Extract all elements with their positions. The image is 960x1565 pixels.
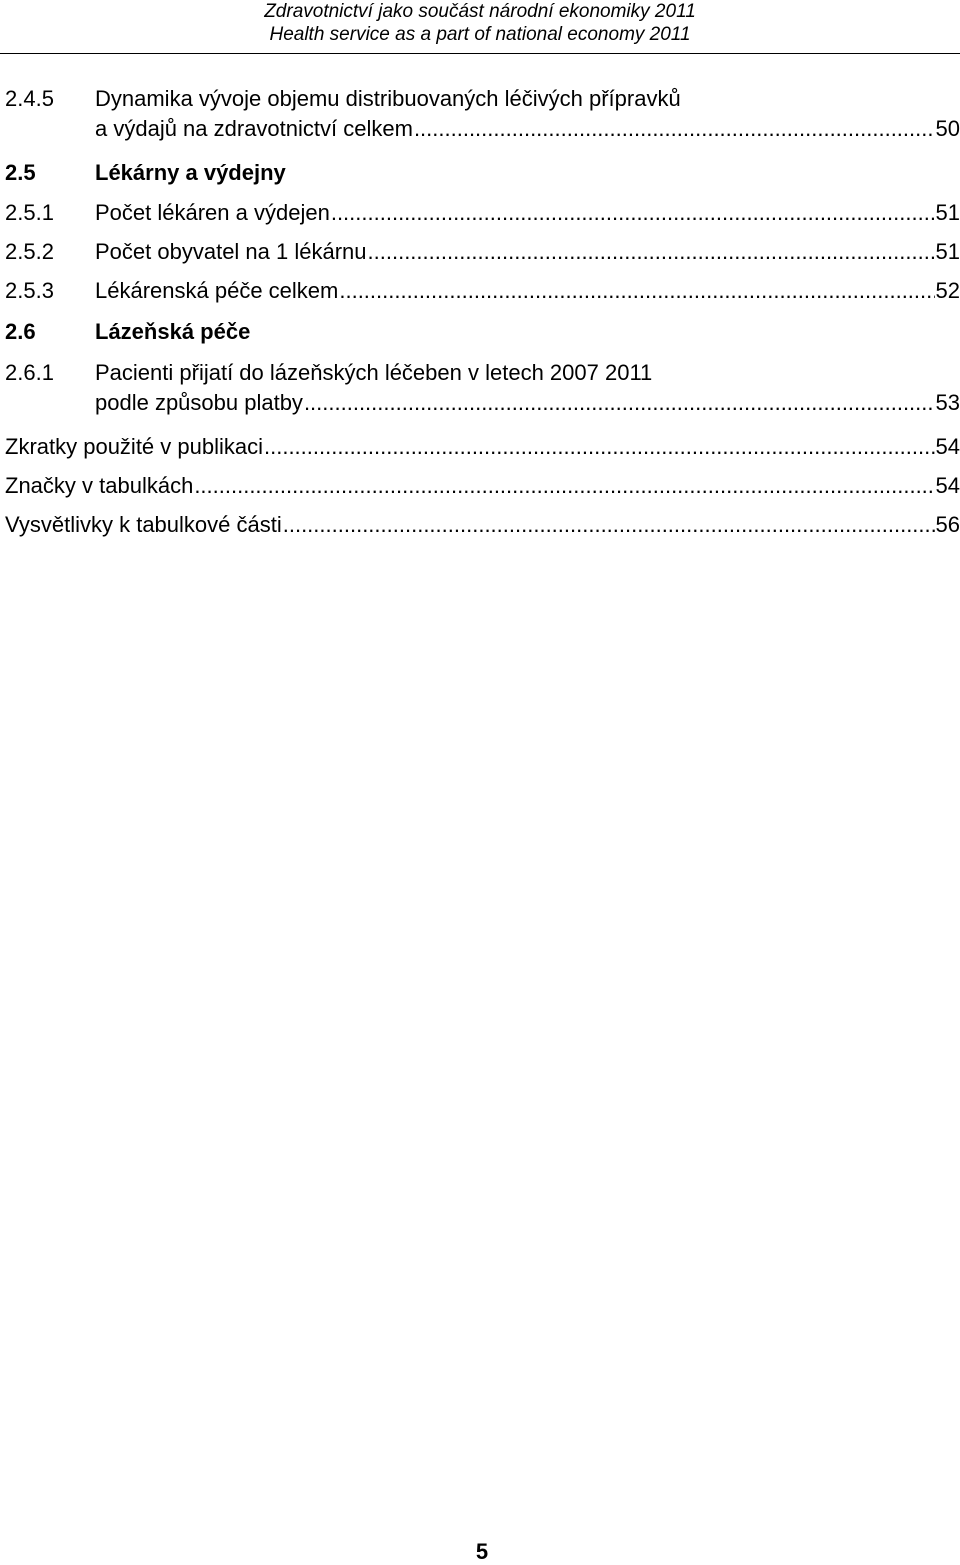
toc-entry-page: 52	[935, 278, 960, 303]
toc-entry[interactable]	[0, 432, 960, 462]
page-number: 5	[475, 1539, 489, 1564]
toc-entry[interactable]	[0, 198, 960, 228]
toc-entry-page: 54	[935, 473, 960, 498]
toc-entry-title-cont: podle způsobu platby	[95, 390, 303, 415]
dot-leader	[368, 237, 935, 267]
toc-entry-number: 2.5.1	[5, 200, 54, 225]
toc-entry[interactable]	[0, 237, 960, 267]
header-divider	[0, 53, 960, 54]
toc-entry-title: Značky v tabulkách	[5, 473, 194, 498]
dot-leader	[264, 432, 935, 462]
running-header	[0, 0, 960, 46]
toc-entry-page: 51	[935, 239, 960, 264]
toc-entry-title: Počet obyvatel na 1 lékárnu	[95, 239, 367, 264]
toc-entry-title-cont: a výdajů na zdravotnictví celkem	[95, 116, 413, 141]
toc-entry[interactable]	[0, 510, 960, 540]
header-title-cz: Zdravotnictví jako součást národní ekonomiky 2011	[264, 1, 696, 22]
toc-entry[interactable]	[0, 276, 960, 306]
toc-entry-title: Vysvětlivky k tabulkové části	[5, 512, 282, 537]
toc-entry-page: 51	[935, 200, 960, 225]
toc-section-heading[interactable]	[0, 317, 960, 347]
toc-entry-number: 2.6.1	[5, 360, 54, 385]
toc-entry-title: Lázeňská péče	[95, 319, 251, 344]
toc-entry-title: Lékárenská péče celkem	[95, 278, 339, 303]
toc-entry-page: 56	[935, 512, 960, 537]
toc-entry-page: 50	[935, 116, 960, 141]
table-of-contents	[0, 84, 960, 540]
toc-entry-title: Dynamika vývoje objemu distribuovaných léčivých přípravků	[95, 86, 681, 111]
toc-entry-title: Pacienti přijatí do lázeňských léčeben v letech 2007 2011	[95, 360, 653, 385]
toc-entry-page: 54	[935, 434, 960, 459]
toc-entry-title: Lékárny a výdejny	[95, 160, 286, 185]
toc-entry-number: 2.5	[5, 160, 36, 185]
dot-leader	[283, 510, 935, 540]
toc-entry-title: Počet lékáren a výdejen	[95, 200, 330, 225]
dot-leader	[339, 276, 934, 306]
dot-leader	[304, 388, 935, 418]
toc-section-heading[interactable]	[0, 158, 960, 188]
toc-entry[interactable]	[0, 358, 960, 418]
toc-entry-title: Zkratky použité v publikaci	[5, 434, 263, 459]
dot-leader	[414, 114, 935, 144]
dot-leader	[194, 471, 934, 501]
toc-entry[interactable]	[0, 471, 960, 501]
toc-entry-number: 2.5.3	[5, 278, 54, 303]
toc-entry-number: 2.6	[5, 319, 36, 344]
toc-entry-number: 2.4.5	[5, 86, 54, 111]
dot-leader	[331, 198, 935, 228]
toc-entry[interactable]	[0, 84, 960, 144]
toc-entry-number: 2.5.2	[5, 239, 54, 264]
header-title-en: Health service as a part of national economy 2011	[269, 24, 691, 45]
toc-entry-page: 53	[935, 390, 960, 415]
